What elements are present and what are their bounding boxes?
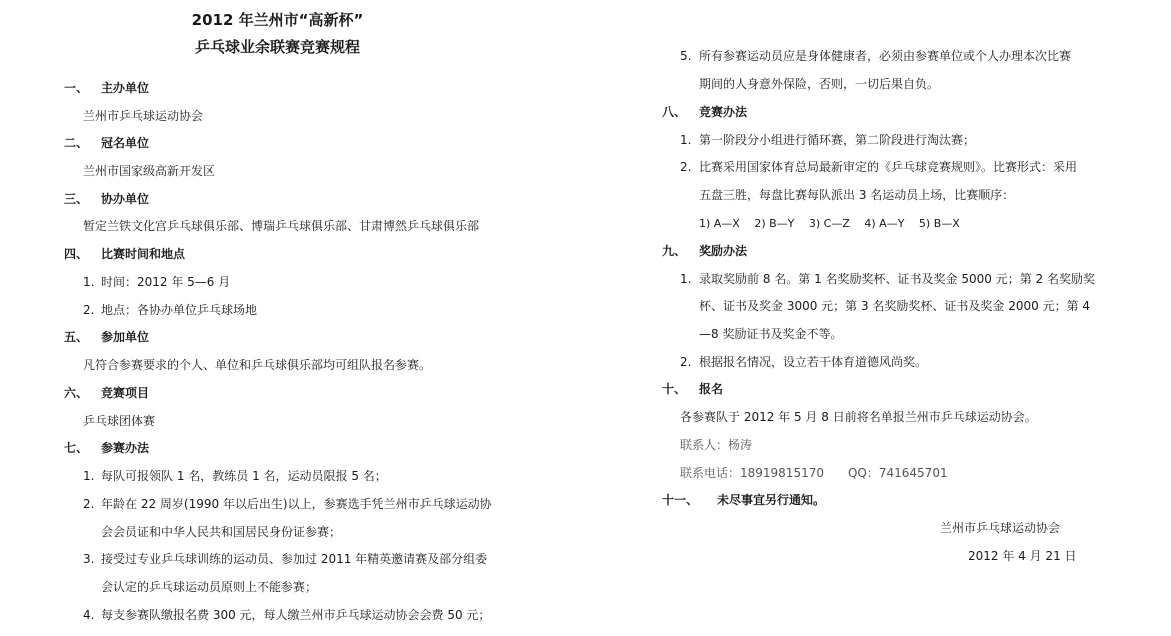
section-3-num: 三、 <box>64 192 89 206</box>
section-7-item-2-cont: 会会员证和中华人民共和国居民身份证参赛； <box>101 525 342 539</box>
section-9-item-1-cont2: —8 奖励证书及奖金不等。 <box>699 327 843 341</box>
section-10-num: 十、 <box>662 382 687 396</box>
section-8-num: 八、 <box>662 105 687 119</box>
section-9-item-1-text: 录取奖励前 8 名。第 1 名奖励奖杯、证书及奖金 5000 元；第 2 名奖励奖 <box>699 272 1095 286</box>
section-7-item-1-text: 每队可报领队 1 名，教练员 1 名，运动员限报 5 名； <box>101 469 387 483</box>
section-4-item-1-num: 1. <box>83 275 95 289</box>
section-1-body: 兰州市乒乓球运动协会 <box>83 109 204 123</box>
section-11-heading: 未尽事宜另行通知。 <box>717 493 826 507</box>
section-8-item-2-text: 比赛采用国家体育总局最新审定的《乒乓球竞赛规则》。比赛形式：采用 <box>699 160 1078 174</box>
section-6-num: 六、 <box>64 386 89 400</box>
section-7-item-2-num: 2. <box>83 497 95 511</box>
section-7-item-5-text: 所有参赛运动员应是身体健康者，必须由参赛单位或个人办理本次比赛 <box>699 49 1072 63</box>
section-2-body: 兰州市国家级高新开发区 <box>83 164 216 178</box>
section-2-num: 二、 <box>64 136 89 150</box>
document-title-line2: 乒乓球业余联赛竞赛规程 <box>194 38 360 56</box>
section-4-num: 四、 <box>64 247 89 261</box>
contact-phone: 联系电话：18919815170 QQ：741645701 <box>680 466 948 480</box>
section-1-heading: 主办单位 <box>101 81 150 95</box>
section-7-item-5-num: 5. <box>680 49 692 63</box>
document-title-line1: 2012 年兰州市“高新杯” <box>191 11 364 29</box>
section-9-item-1-num: 1. <box>680 272 692 286</box>
section-5-num: 五、 <box>64 330 89 344</box>
section-3-body: 暂定兰铁文化宫乒乓球俱乐部、博瑞乒乓球俱乐部、甘肃博然乒乓球俱乐部 <box>83 219 480 233</box>
section-4-item-2-num: 2. <box>83 303 95 317</box>
section-10-heading: 报名 <box>699 382 724 396</box>
section-6-body: 乒乓球团体赛 <box>83 414 156 428</box>
section-4-heading: 比赛时间和地点 <box>101 247 186 261</box>
section-9-item-2-text: 根据报名情况，设立若干体育道德风尚奖。 <box>699 355 928 369</box>
signature-org: 兰州市乒乓球运动协会 <box>940 521 1061 535</box>
section-7-heading: 参赛办法 <box>101 441 150 455</box>
section-4-item-1-text: 时间：2012 年 5—6 月 <box>101 275 231 289</box>
section-9-heading: 奖励办法 <box>699 244 748 258</box>
section-2-heading: 冠名单位 <box>101 136 150 150</box>
section-8-item-2-num: 2. <box>680 160 692 174</box>
section-3-heading: 协办单位 <box>101 192 150 206</box>
section-7-num: 七、 <box>64 441 89 455</box>
section-8-item-1-num: 1. <box>680 133 692 147</box>
section-7-item-3-cont: 会认定的乒乓球运动员原则上不能参赛； <box>101 580 318 594</box>
section-9-item-1-cont: 杯、证书及奖金 3000 元；第 3 名奖励奖杯、证书及奖金 2000 元；第 4 <box>699 299 1091 313</box>
section-1-num: 一、 <box>64 81 89 95</box>
section-7-item-3-text: 接受过专业乒乓球训练的运动员、参加过 2011 年精英邀请赛及部分组委 <box>101 552 488 566</box>
contact-person: 联系人：杨涛 <box>680 438 753 452</box>
signature-date: 2012 年 4 月 21 日 <box>968 549 1077 563</box>
section-6-heading: 竞赛项目 <box>101 386 150 400</box>
section-7-item-5-cont: 期间的人身意外保险，否则，一切后果自负。 <box>699 77 940 91</box>
section-7-item-1-num: 1. <box>83 469 95 483</box>
section-8-item-1-text: 第一阶段分小组进行循环赛，第二阶段进行淘汰赛； <box>699 133 976 147</box>
section-4-item-2-text: 地点：各协办单位乒乓球场地 <box>101 303 258 317</box>
section-7-item-4-num: 4. <box>83 608 95 622</box>
section-8-item-2-cont: 五盘三胜，每盘比赛每队派出 3 名运动员上场，比赛顺序： <box>699 188 1015 202</box>
section-10-body: 各参赛队于 2012 年 5 月 8 日前将名单报兰州市乒乓球运动协会。 <box>680 410 1037 424</box>
section-5-heading: 参加单位 <box>101 330 150 344</box>
section-7-item-3-num: 3. <box>83 552 95 566</box>
section-7-item-2-text: 年龄在 22 周岁(1990 年以后出生)以上，参赛选手凭兰州市乒乓球运动协 <box>101 497 492 511</box>
section-9-item-2-num: 2. <box>680 355 692 369</box>
section-7-item-4-text: 每支参赛队缴报名费 300 元，每人缴兰州市乒乓球运动协会会费 50 元； <box>101 608 491 622</box>
section-8-heading: 竞赛办法 <box>699 105 748 119</box>
section-8-match-order: 1) A—X 2) B—Y 3) C—Z 4) A—Y 5) B—X <box>699 217 960 230</box>
section-9-num: 九、 <box>662 244 687 258</box>
section-11-num: 十一、 <box>662 493 699 507</box>
section-5-body: 凡符合参赛要求的个人、单位和乒乓球俱乐部均可组队报名参赛。 <box>83 358 432 372</box>
